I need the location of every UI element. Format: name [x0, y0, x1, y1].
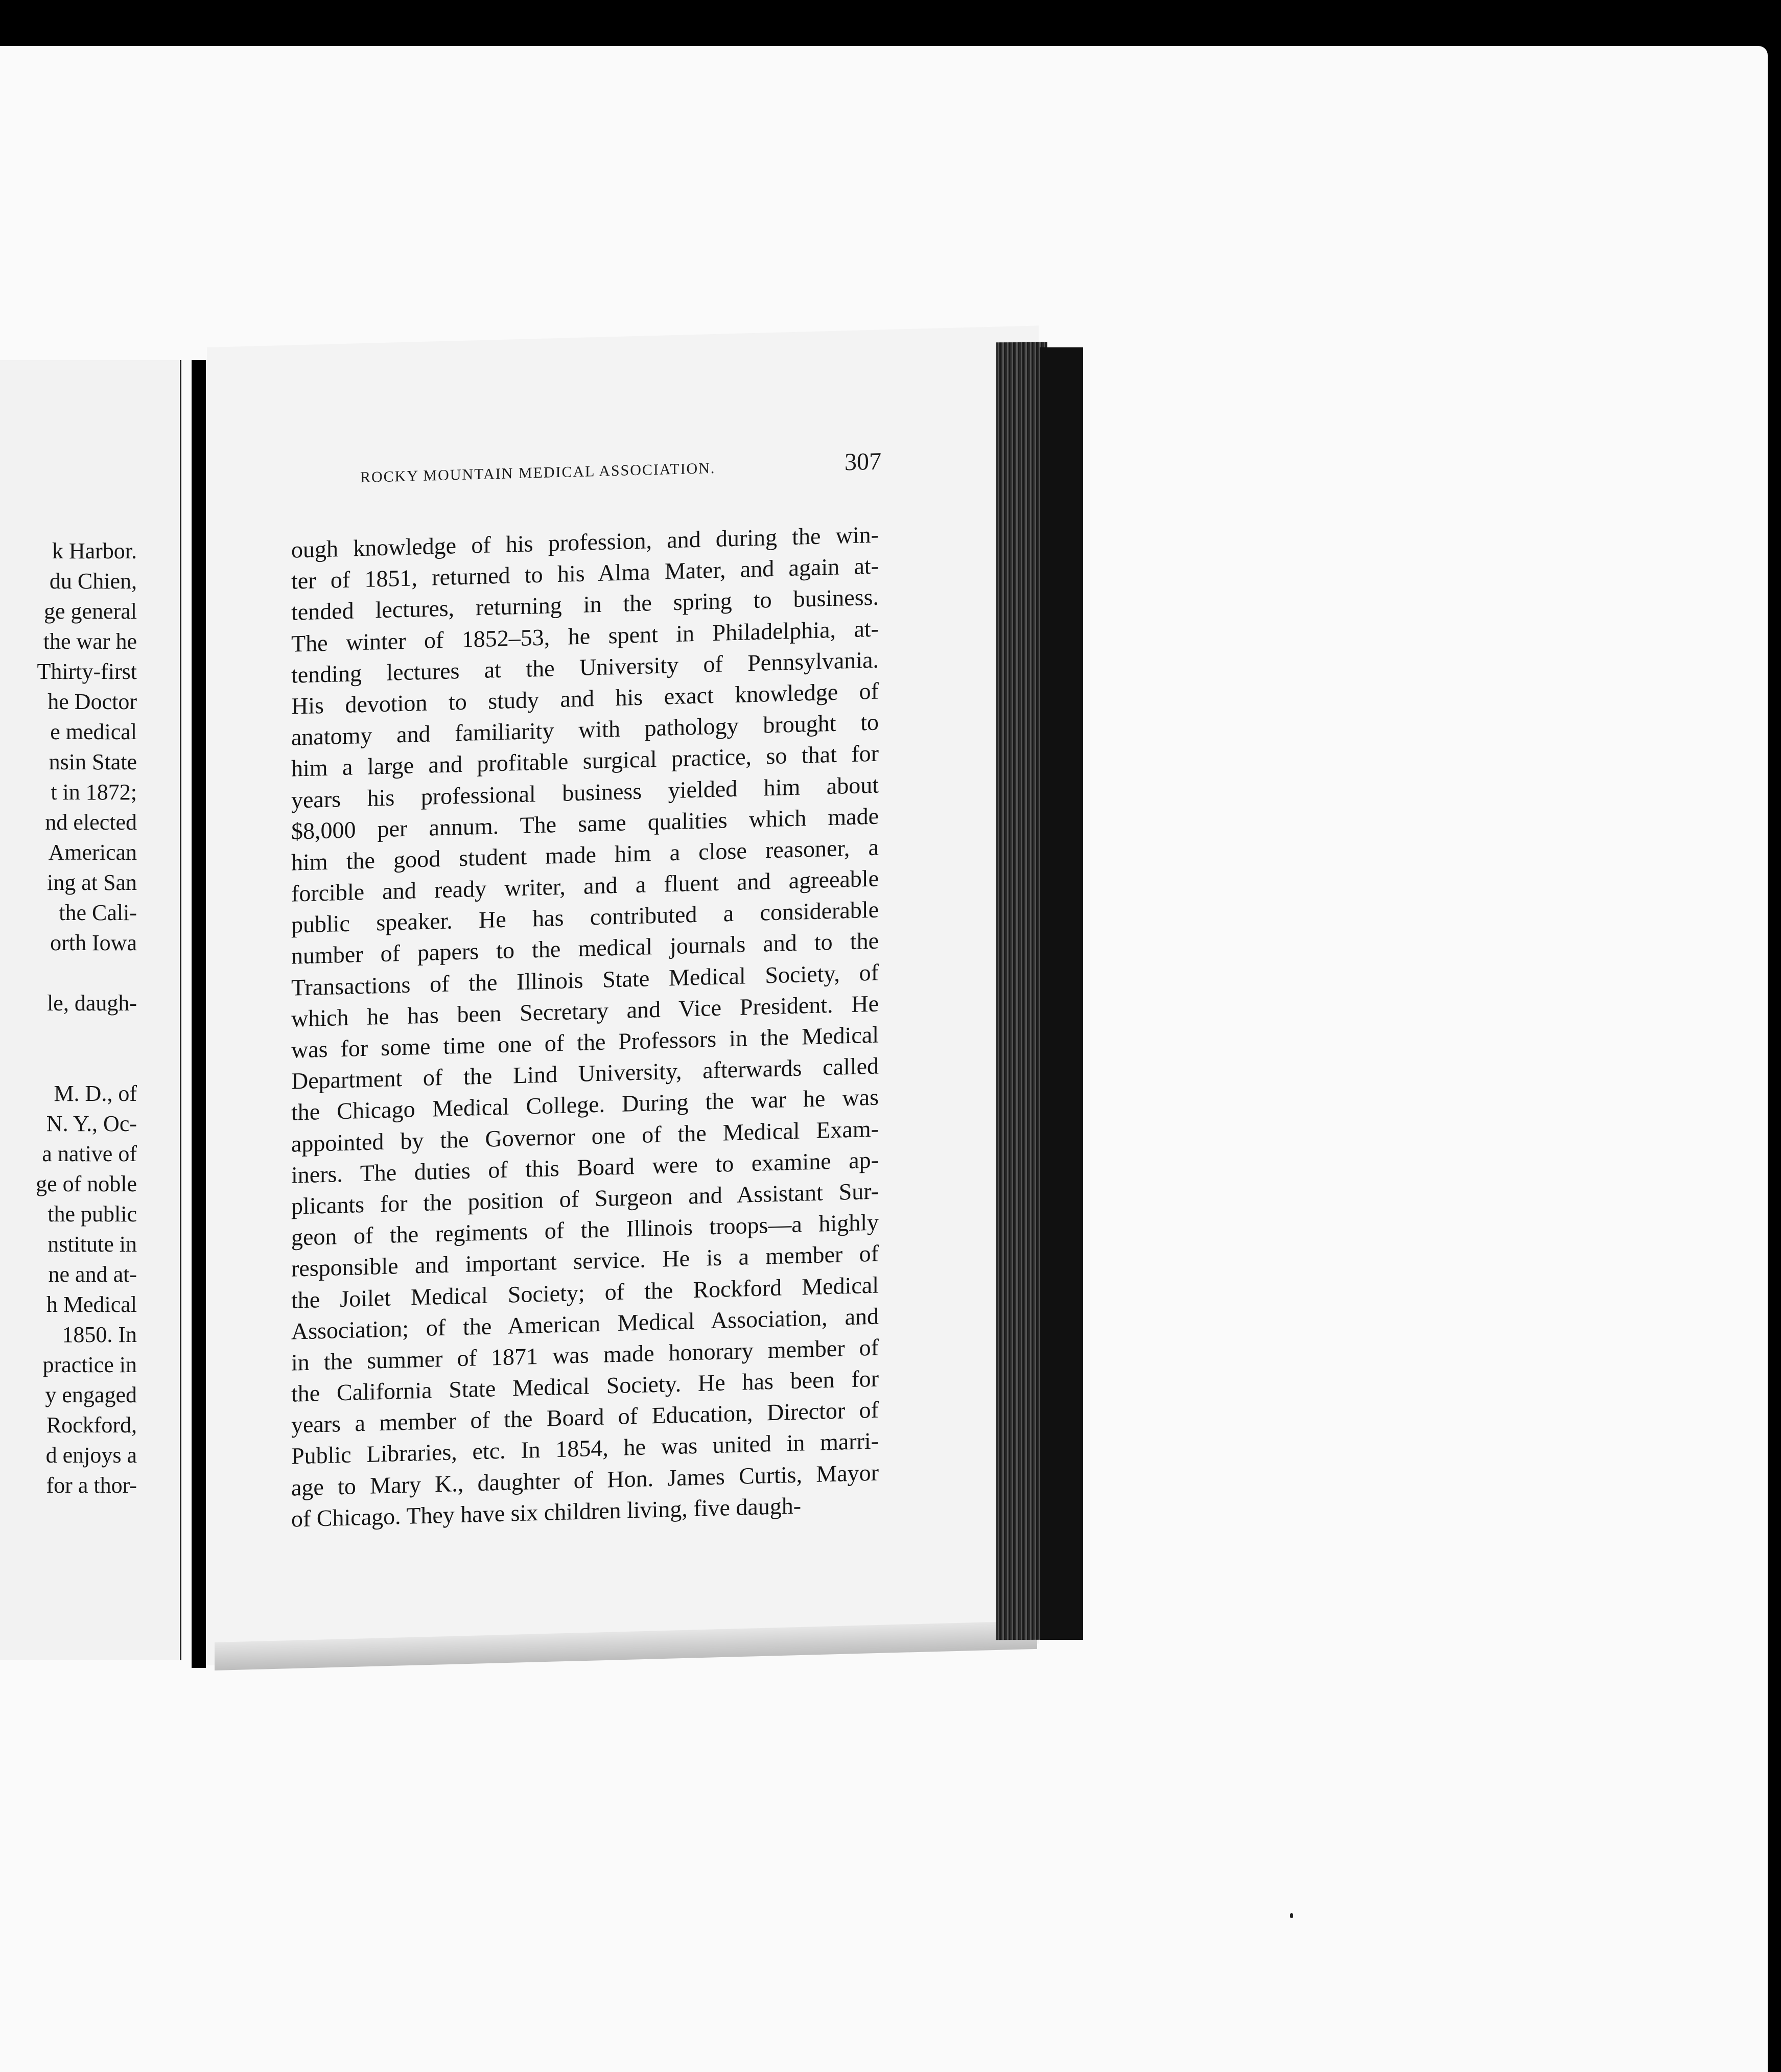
- body-line: ter of 1851, returned to his Alma Mater, and again at-: [291, 552, 879, 594]
- left-page-line: le, daugh-: [47, 991, 137, 1016]
- left-page-line: e medical: [50, 719, 137, 744]
- left-page-text: [0, 536, 137, 1500]
- left-page-line: k Harbor.: [52, 538, 137, 563]
- body-line: number of papers to the medical journals and to the: [291, 928, 879, 970]
- body-line: the California State Medical Society. He has been for: [291, 1365, 879, 1407]
- body-line: tended lectures, returning in the spring to business.: [291, 583, 879, 626]
- body-line: geon of the regiments of the Illinois troops—a highly: [291, 1209, 879, 1251]
- body-line: the Joilet Medical Society; of the Rockford Medical: [291, 1272, 879, 1313]
- left-page-line: d enjoys a: [45, 1443, 137, 1468]
- left-page-line: [0, 958, 137, 988]
- body-text: [291, 519, 879, 1535]
- running-head: [360, 448, 881, 486]
- left-page-line: M. D., of: [54, 1081, 137, 1106]
- body-line: anatomy and familiarity with pathology brought to: [291, 709, 879, 750]
- left-page-line: t in 1872;: [51, 780, 137, 805]
- left-page-line: [0, 1048, 137, 1078]
- left-page-line: y engaged: [45, 1382, 137, 1407]
- body-line: him a large and profitable surgical practice, so that for: [291, 740, 879, 782]
- body-line: His devotion to study and his exact knowledge of: [291, 677, 879, 719]
- book-gutter: [192, 360, 206, 1668]
- body-line: Department of the Lind University, afterwards called: [291, 1052, 879, 1094]
- body-line: which he has been Secretary and Vice President. He: [291, 990, 879, 1032]
- left-page-line: the Cali-: [59, 900, 137, 925]
- right-page: [207, 325, 1039, 1665]
- body-line: Association; of the American Medical Association, and: [291, 1303, 879, 1345]
- body-line: ough knowledge of his profession, and during the win-: [291, 521, 879, 563]
- body-line: appointed by the Governor one of the Medical Exam-: [291, 1115, 879, 1157]
- left-page-line: for a thor-: [46, 1473, 137, 1498]
- body-line: responsible and important service. He is a member of: [291, 1240, 879, 1282]
- body-line: plicants for the position of Surgeon and Assistant Sur-: [291, 1178, 879, 1219]
- left-page-line: nsin State: [49, 749, 137, 774]
- body-line: in the summer of 1871 was made honorary member of: [291, 1334, 879, 1376]
- body-line: tending lectures at the University of Pennsylvania.: [291, 646, 879, 688]
- left-page-line: the war he: [43, 629, 137, 654]
- body-line: The winter of 1852–53, he spent in Philadelphia, at-: [291, 615, 879, 657]
- scan-speck: [1290, 1913, 1293, 1918]
- left-page-line: ne and at-: [48, 1262, 137, 1287]
- left-page-line: he Doctor: [48, 689, 137, 714]
- left-page-line: the public: [48, 1202, 137, 1227]
- left-page-line: du Chien,: [49, 569, 137, 594]
- left-page-line: a native of: [42, 1141, 137, 1166]
- left-page-line: Thirty-first: [37, 659, 137, 684]
- left-page: [0, 360, 181, 1660]
- body-line: him the good student made him a close reasoner, a: [291, 834, 879, 876]
- body-line: years his professional business yielded him about: [291, 771, 879, 813]
- body-line: was for some time one of the Professors in the Medical: [291, 1021, 879, 1063]
- left-page-line: ge general: [44, 599, 137, 624]
- running-head-title: ROCKY MOUNTAIN MEDICAL ASSOCIATION.: [360, 459, 716, 486]
- body-line: public speaker. He has contributed a considerable: [291, 896, 879, 938]
- scan-border: [1768, 46, 1781, 2072]
- left-page-line: practice in: [42, 1352, 137, 1377]
- body-line: Transactions of the Illinois State Medical Society, of: [291, 959, 879, 1001]
- left-page-line: ge of noble: [36, 1171, 137, 1196]
- left-page-line: ing at San: [47, 870, 137, 895]
- book-cover-edge: [1040, 347, 1083, 1640]
- body-line: years a member of the Board of Education, Director of: [291, 1396, 879, 1438]
- body-line: forcible and ready writer, and a fluent and agreeable: [291, 865, 879, 907]
- left-page-line: [0, 1018, 137, 1048]
- left-page-line: 1850. In: [62, 1322, 137, 1347]
- body-line: iners. The duties of this Board were to examine ap-: [291, 1146, 879, 1188]
- left-page-line: Rockford,: [46, 1412, 137, 1438]
- left-page-line: orth Iowa: [50, 930, 137, 955]
- body-line: Public Libraries, etc. In 1854, he was united in marri-: [291, 1428, 879, 1470]
- body-line: of Chicago. They have six children living, five daugh-: [291, 1492, 802, 1532]
- page-number: 307: [845, 448, 881, 476]
- left-page-line: nstitute in: [48, 1232, 137, 1257]
- body-line: age to Mary K., daughter of Hon. James Curtis, Mayor: [291, 1459, 879, 1501]
- body-line: the Chicago Medical College. During the war he was: [291, 1084, 879, 1126]
- body-line: $8,000 per annum. The same qualities which made: [291, 803, 879, 844]
- left-page-line: N. Y., Oc-: [46, 1111, 137, 1136]
- left-page-line: American: [48, 840, 137, 865]
- left-page-line: nd elected: [45, 810, 137, 835]
- left-page-line: h Medical: [46, 1292, 137, 1317]
